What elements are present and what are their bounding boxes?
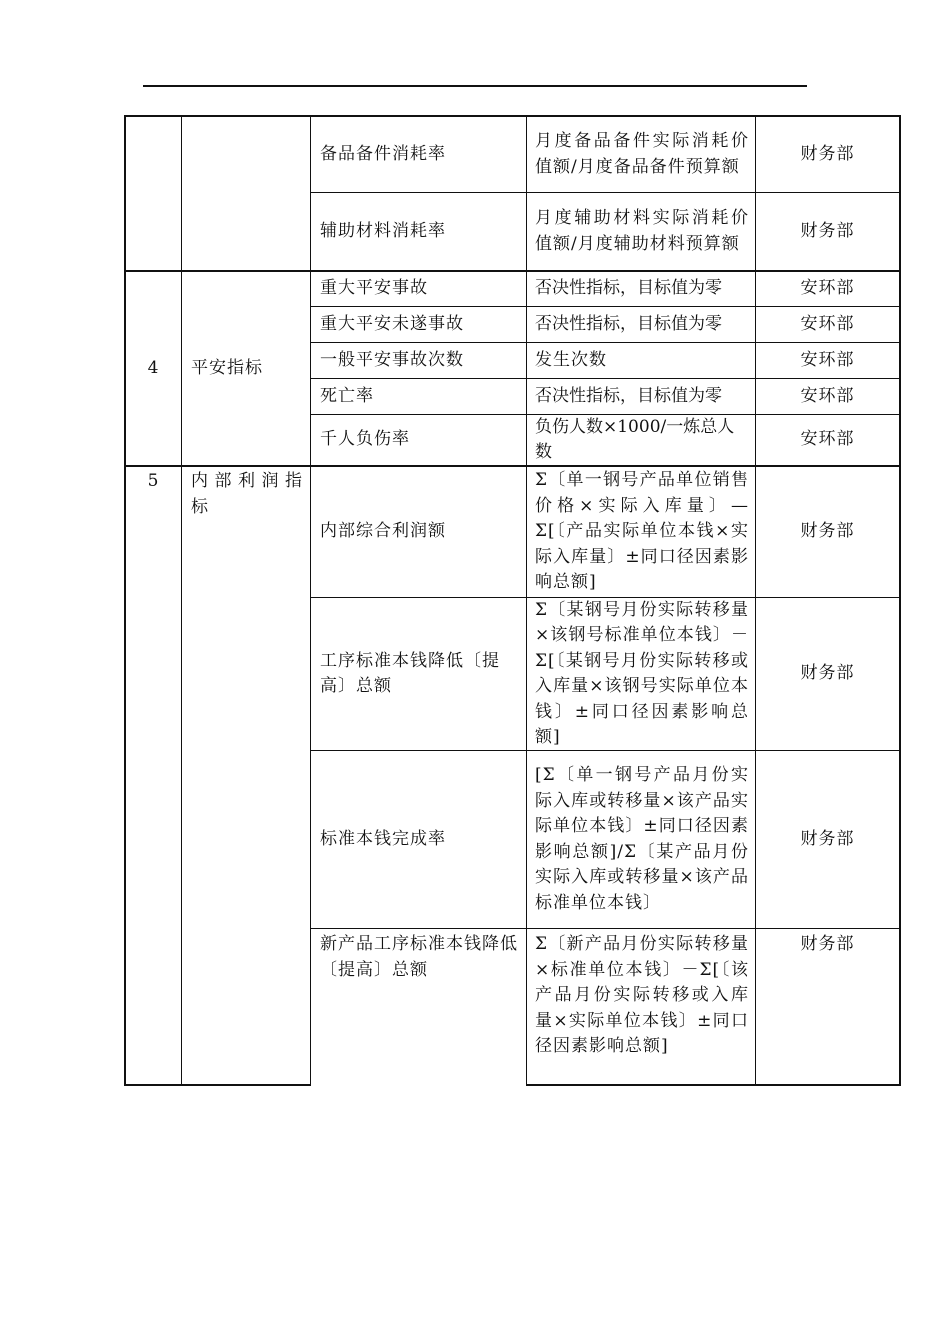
dept-cell [756, 307, 899, 342]
table-row [320, 307, 520, 342]
header-rule [143, 85, 807, 87]
department: 财务部 [800, 663, 855, 684]
indicator-name: 重大平安未遂事故 [320, 313, 464, 334]
table-row [320, 467, 520, 597]
indicator-name: 内部综合利润额 [320, 521, 446, 542]
dept-cell [756, 117, 899, 192]
category-text: 内部利润指标 [191, 471, 306, 517]
formula-cell [535, 193, 749, 270]
formula-text: Σ〔单一钢号产品单位销售价格×实际入库量〕—Σ[〔产品实际单位本钱×实际入库量〕±同口径因素影响总额] [535, 470, 749, 593]
formula-cell [535, 343, 749, 378]
table-border-bottom [124, 1084, 311, 1086]
table-row [320, 117, 520, 192]
department: 财务部 [800, 220, 855, 241]
indicator-name: 重大平安事故 [320, 278, 428, 299]
row-number [126, 272, 181, 465]
indicator-table [124, 115, 901, 1086]
indicator-name: 一般平安事故次数 [320, 349, 464, 370]
dept-cell [756, 272, 899, 306]
column-divider [310, 115, 311, 1086]
formula-text: 发生次数 [535, 349, 607, 370]
dept-cell [756, 467, 899, 597]
dept-cell [756, 598, 899, 750]
category-cell [191, 272, 306, 465]
department: 财务部 [800, 143, 855, 164]
column-divider [526, 115, 527, 1086]
formula-cell [535, 932, 749, 1084]
formula-cell [535, 307, 755, 342]
department: 安环部 [800, 278, 855, 299]
formula-cell [535, 415, 749, 465]
formula-cell [535, 117, 749, 192]
dept-cell [756, 751, 899, 928]
dept-cell [756, 343, 899, 378]
table-row [320, 379, 520, 414]
indicator-name: 辅助材料消耗率 [320, 220, 446, 241]
dept-cell [756, 193, 899, 270]
table-border-bottom [526, 1084, 901, 1086]
category-text: 平安指标 [191, 357, 263, 378]
dept-cell [756, 415, 899, 465]
department: 财务部 [800, 828, 855, 849]
row-number-text: 4 [147, 357, 160, 378]
formula-text: Σ〔某钢号月份实际转移量×该钢号标准单位本钱〕－Σ[〔某钢号月份实际转移或入库量×该钢号实际单位本钱〕±同口径因素影响总额] [535, 599, 749, 747]
table-row [320, 272, 520, 306]
formula-cell [535, 467, 749, 597]
formula-cell [535, 598, 749, 750]
formula-cell [535, 272, 755, 306]
department: 财务部 [800, 521, 855, 542]
table-row [320, 343, 520, 378]
department: 安环部 [800, 429, 855, 450]
indicator-name: 备品备件消耗率 [320, 143, 446, 164]
table-row [320, 193, 520, 270]
indicator-name: 新产品工序标准本钱降低〔提高〕总额 [320, 934, 518, 980]
formula-text: [Σ〔单一钢号产品月份实际入库或转移量×该产品实际单位本钱〕±同口径因素影响总额]/Σ〔某产品月份实际入库或转移量×该产品标准单位本钱〕 [535, 765, 749, 913]
indicator-name: 千人负伤率 [320, 429, 410, 450]
table-row [320, 598, 524, 750]
department: 安环部 [800, 349, 855, 370]
formula-cell [535, 379, 755, 414]
table-row [320, 751, 520, 928]
formula-text: 否决性指标，目标值为零 [535, 278, 722, 299]
department: 财务部 [800, 934, 855, 954]
formula-text: 否决性指标，目标值为零 [535, 313, 722, 334]
category-cell [191, 469, 306, 529]
indicator-name: 标准本钱完成率 [320, 828, 446, 849]
formula-cell [535, 751, 749, 928]
table-border-right [899, 115, 901, 1086]
department: 安环部 [800, 385, 855, 406]
indicator-name: 死亡率 [320, 385, 374, 406]
table-border-left [124, 115, 126, 1086]
row-number-text: 5 [147, 471, 160, 491]
formula-text: 否决性指标，目标值为零 [535, 385, 722, 406]
column-divider [181, 115, 182, 1086]
row-divider [310, 928, 901, 929]
dept-cell [756, 932, 899, 962]
table-row [320, 932, 524, 992]
table-row [320, 415, 520, 465]
formula-text: 负伤人数×1000/一炼总人数 [535, 416, 735, 462]
indicator-name: 工序标准本钱降低〔提高〕总额 [320, 650, 500, 696]
department: 安环部 [800, 313, 855, 334]
formula-text: 月度辅助材料实际消耗价值额/月度辅助材料预算额 [535, 208, 749, 254]
dept-cell [756, 379, 899, 414]
formula-text: Σ〔新产品月份实际转移量×标准单位本钱〕－Σ[〔该产品月份实际转移或入库量×实际单位本钱〕±同口径因素影响总额] [535, 934, 749, 1056]
row-number [126, 469, 181, 499]
formula-text: 月度备品备件实际消耗价值额/月度备品备件预算额 [535, 131, 749, 177]
